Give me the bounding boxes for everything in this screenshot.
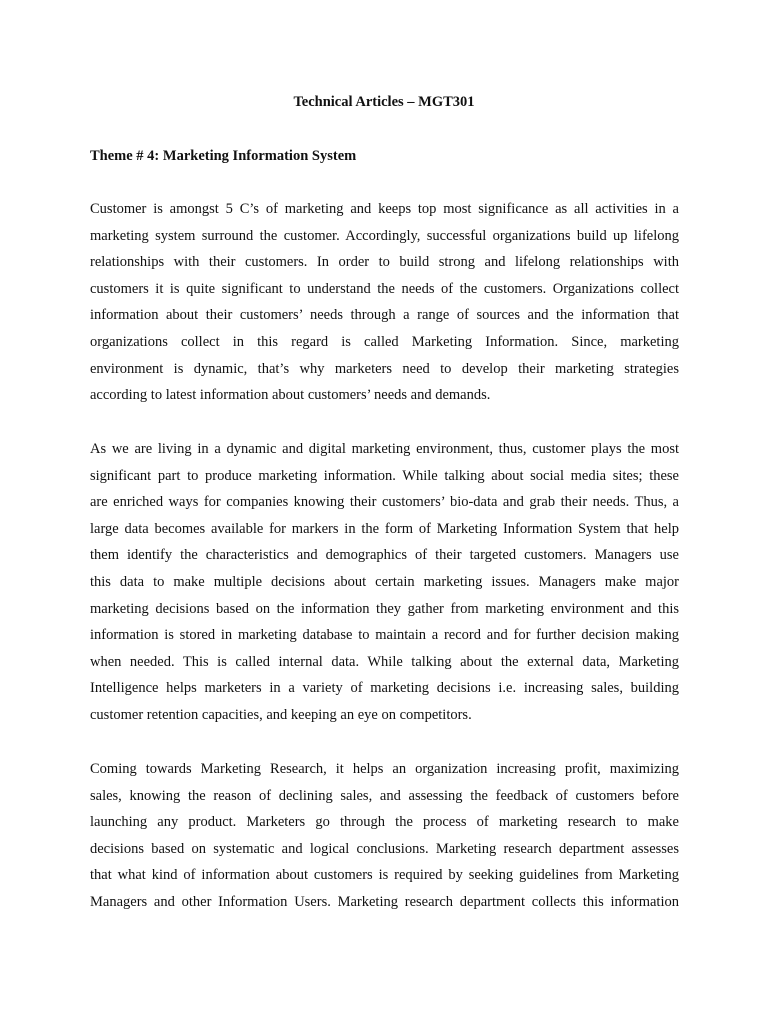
text-line: when needed. This is called internal data. While talking about the external data, Marketing	[90, 653, 679, 670]
text-line: information about their customers’ needs through a range of sources and the information that	[90, 307, 679, 324]
text-line: Customer is amongst 5 C’s of marketing and keeps top most significance as all activities in a	[90, 201, 679, 217]
text-line: relationships with their customers. In order to build strong and lifelong relationships with	[90, 254, 679, 271]
text-line: organizations collect in this regard is called Marketing Information. Since, marketing	[90, 333, 679, 350]
text-line: significant part to produce marketing information. While talking about social media sites; these	[90, 467, 679, 484]
text-line: marketing system surround the customer. Accordingly, successful organizations build up lifelong	[90, 227, 679, 244]
document-title: Technical Articles – MGT301	[293, 94, 475, 110]
text-line: customer retention capacities, and keeping an eye on competitors.	[90, 706, 472, 723]
paragraph-customer-intro	[90, 196, 679, 409]
text-line: Managers and other Information Users. Marketing research department collects this information	[90, 893, 679, 910]
text-line: decisions based on systematic and logical conclusions. Marketing research department assesses	[90, 840, 679, 857]
text-line: large data becomes available for markers in the form of Marketing Information System that help	[90, 520, 679, 537]
text-line: sales, knowing the reason of declining sales, and assessing the feedback of customers before	[90, 787, 679, 804]
text-line: are enriched ways for companies knowing their customers’ bio-data and grab their needs. Thus, a	[90, 494, 679, 511]
paragraph-digital-environment	[90, 436, 679, 729]
text-line: this data to make multiple decisions about certain marketing issues. Managers make major	[90, 573, 679, 590]
text-line: environment is dynamic, that’s why marketers need to develop their marketing strategies	[90, 360, 679, 377]
text-line: Intelligence helps marketers in a variety of marketing decisions i.e. increasing sales, building	[90, 680, 679, 697]
text-line: marketing decisions based on the information they gather from marketing environment and this	[90, 600, 679, 617]
text-line: them identify the characteristics and demographics of their targeted customers. Managers use	[90, 547, 679, 564]
theme-heading: Theme # 4: Marketing Information System	[90, 148, 357, 164]
text-line: that what kind of information about customers is required by seeking guidelines from Marketing	[90, 867, 679, 884]
text-line: Coming towards Marketing Research, it helps an organization increasing profit, maximizing	[90, 761, 679, 777]
text-line: information is stored in marketing database to maintain a record and for further decision making	[90, 627, 679, 644]
text-line: customers it is quite significant to understand the needs of the customers. Organizations collect	[90, 280, 679, 297]
text-line: according to latest information about customers’ needs and demands.	[90, 387, 491, 404]
paragraph-marketing-research	[90, 756, 679, 916]
text-line: launching any product. Marketers go through the process of marketing research to make	[90, 814, 679, 831]
text-line: As we are living in a dynamic and digital marketing environment, thus, customer plays the most	[90, 441, 679, 457]
